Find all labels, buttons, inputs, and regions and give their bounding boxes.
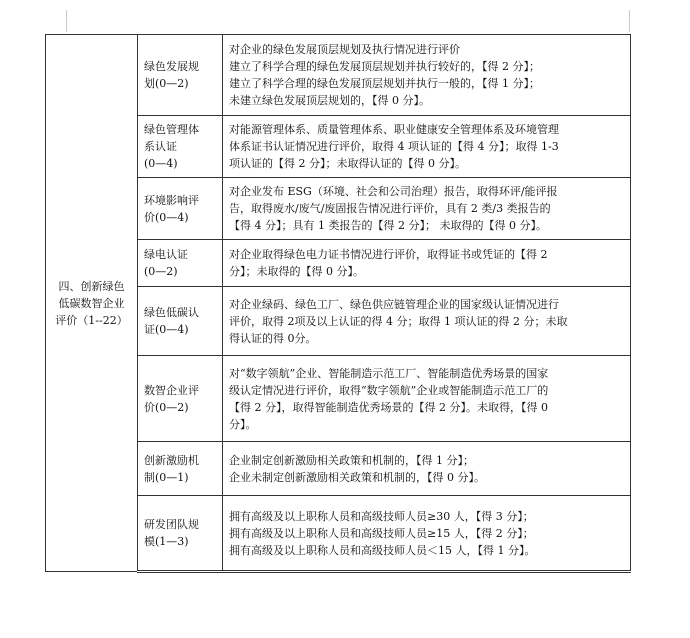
criteria-line: 企业制定创新激励相关政策和机制的，【得 1 分】；: [229, 453, 474, 467]
category-label-line-3: 评价（1--22）: [55, 313, 128, 327]
indicator-label-line: 价(0—4): [144, 210, 189, 224]
indicator-cell: [138, 116, 223, 178]
criteria-line: 企业未制定创新激励相关政策和机制的，【得 0 分】。: [229, 470, 485, 484]
indicator-label-line: (0—4): [144, 157, 178, 170]
criteria-cell: [223, 356, 631, 442]
indicator-cell: [138, 35, 223, 116]
indicator-cell: [138, 287, 223, 356]
criteria-cell: [223, 240, 631, 287]
indicator-label-line: 系认证: [144, 140, 177, 153]
criteria-line: 分】。: [229, 417, 257, 431]
criteria-line: 建立了科学合理的绿色发展顶层规划并执行一般的，【得 1 分】；: [229, 77, 540, 90]
criteria-line: 对“数字领航”企业、智能制造示范工厂、智能制造优秀场景的国家: [229, 366, 549, 380]
criteria-line: 告，取得废水/废气/废固报告情况进行评价，具有 2 类/3 类报告的: [229, 202, 551, 215]
indicator-cell: [138, 178, 223, 240]
criteria-line: 拥有高级及以上职称人员和高级技师人员≥30 人，【得 3 分】；: [229, 509, 534, 523]
indicator-cell: [138, 356, 223, 442]
indicator-label-line: 数智企业评: [144, 383, 199, 397]
criteria-cell: [223, 35, 631, 116]
crop-mark-right: [629, 10, 630, 32]
indicator-label-line: 绿色管理体: [144, 123, 199, 136]
criteria-cell: [223, 496, 631, 572]
indicator-label-line: 价(0—2): [144, 400, 189, 414]
criteria-line: 分】；未取得的【得 0 分】。: [229, 265, 364, 278]
category-cell: [46, 35, 138, 572]
criteria-line: 评价，取得 2项及以上认证的得 4 分；取得 1 项认证的得 2 分；未取: [229, 314, 568, 328]
indicator-label-line: 环境影响评: [144, 193, 199, 207]
criteria-line: 未建立绿色发展顶层规划的，【得 0 分】。: [229, 94, 430, 107]
criteria-line: 【得 4 分】；具有 1 类报告的【得 2 分】； 未取得的【得 0 分】。: [229, 219, 547, 232]
indicator-label-line: 划(0—2): [144, 77, 189, 90]
criteria-line: 对能源管理体系、质量管理体系、职业健康安全管理体系及环境管理: [229, 123, 559, 136]
criteria-line: 建立了科学合理的绿色发展顶层规划并执行较好的，【得 2 分】；: [229, 60, 540, 73]
criteria-line: 级认定情况进行评价，取得“数字领航”企业或智能制造示范工厂的: [229, 383, 549, 397]
indicator-cell: [138, 442, 223, 496]
indicator-label-line: 绿色发展规: [144, 60, 199, 73]
table-row: [46, 35, 631, 116]
criteria-line: 对企业取得绿色电力证书情况进行评价，取得证书或凭证的【得 2: [229, 248, 548, 261]
criteria-line: 拥有高级及以上职称人员和高级技师人员≥15 人，【得 2 分】；: [229, 526, 534, 540]
criteria-line: 【得 2 分】，取得智能制造优秀场景的【得 2 分】。未取得，【得 0: [229, 400, 548, 414]
criteria-cell: [223, 178, 631, 240]
criteria-line: 拥有高级及以上职称人员和高级技师人员＜15 人，【得 1 分】。: [229, 543, 536, 557]
indicator-cell: [138, 240, 223, 287]
indicator-label-line: 证(0—4): [144, 323, 189, 336]
evaluation-table: [45, 34, 631, 573]
indicator-label-line: 绿色低碳认: [144, 306, 199, 319]
indicator-label-line: 绿电认证: [144, 248, 188, 261]
indicator-label-line: (0—2): [144, 265, 178, 278]
indicator-label-line: 创新激励机: [144, 453, 199, 467]
criteria-line: 项认证的【得 2 分】；未取得认证的【得 0 分】。: [229, 157, 466, 170]
category-label-line-1: 四、创新绿色: [58, 279, 125, 293]
indicator-label-line: 研发团队规: [144, 518, 199, 531]
criteria-line: 得认证的得 0分。: [229, 331, 317, 345]
indicator-label-line: 模(1—3): [144, 535, 189, 548]
indicator-cell: [138, 496, 223, 572]
criteria-line: 对企业的绿色发展顶层规划及执行情况进行评价: [229, 43, 460, 56]
criteria-line: 对企业绿码、绿色工厂、绿色供应链管理企业的国家级认证情况进行: [229, 297, 559, 311]
crop-mark-left: [66, 10, 67, 32]
criteria-cell: [223, 442, 631, 496]
category-label-line-2: 低碳数智企业: [58, 296, 125, 310]
criteria-line: 体系证书认证情况进行评价，取得 4 项认证的【得 4 分】；取得 1-3: [229, 140, 559, 153]
criteria-line: 对企业发布 ESG（环境、社会和公司治理）报告，取得环评/能评报: [229, 185, 558, 198]
criteria-cell: [223, 116, 631, 178]
indicator-label-line: 制(0—1): [144, 470, 189, 484]
criteria-cell: [223, 287, 631, 356]
